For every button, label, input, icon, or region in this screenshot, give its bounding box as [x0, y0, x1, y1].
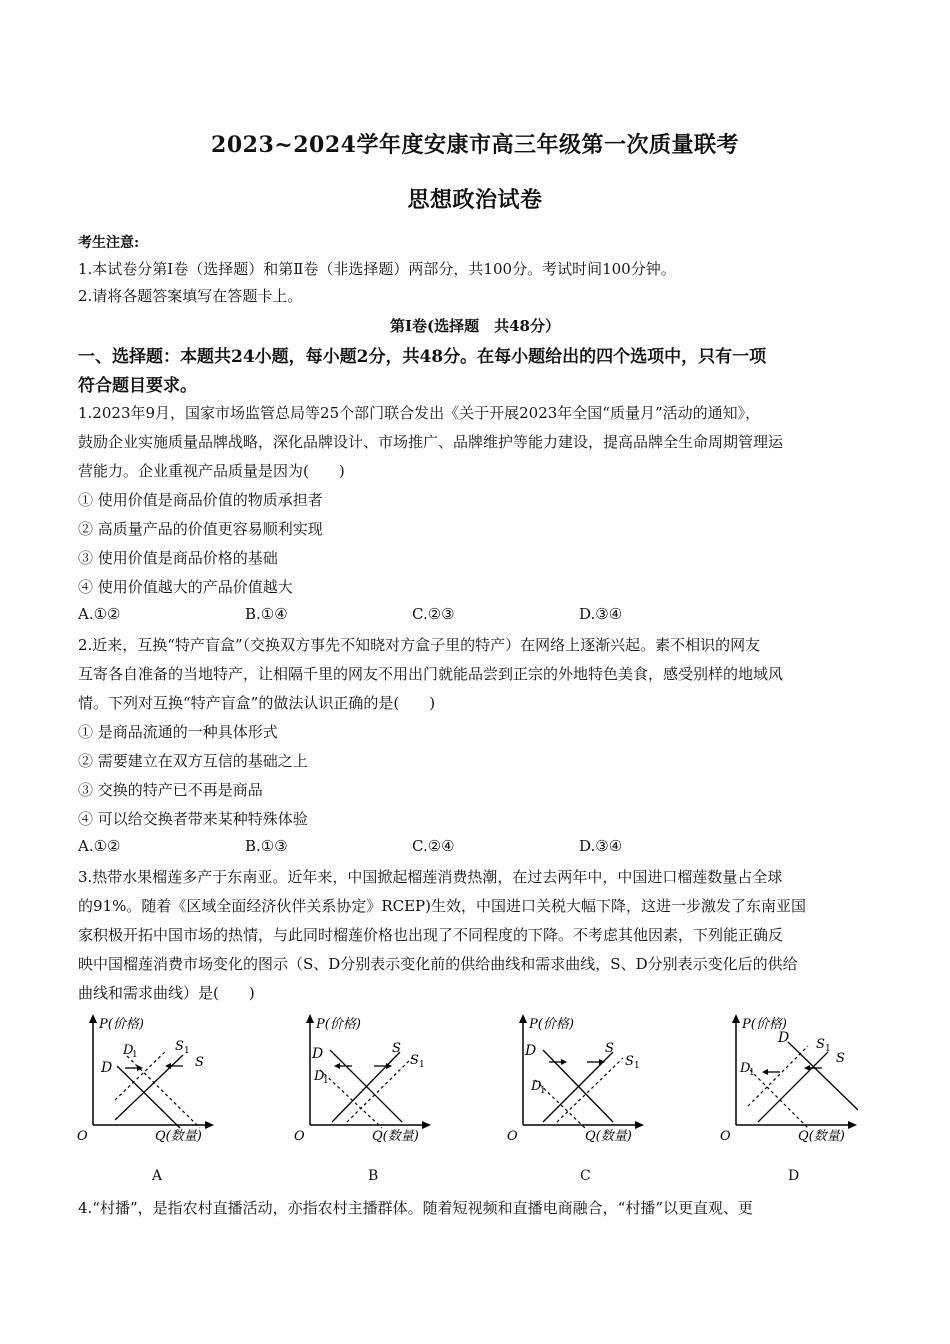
label-s1-sub: 1 [825, 1044, 831, 1054]
notice-item-2: 2.请将各题答案填写在答题卡上。 [78, 287, 303, 305]
q1-statement-1: ① 使用价值是商品价值的物质承担者 [78, 491, 323, 509]
q2-option-c: C.②④ [412, 837, 455, 855]
part1-instruction-line1: 一、选择题：本题共24小题，每小题2分，共48分。在每小题给出的四个选项中，只有一项 [78, 347, 767, 367]
label-d: D [525, 1043, 537, 1059]
q3-line-5: 曲线和需求曲线）是( ) [78, 984, 255, 1002]
q4-line-1: 4.“村播”，是指农村直播活动，亦指农村主播群体。随着短视频和直播电商融合，“村播”以更直观、更 [78, 1199, 753, 1217]
q2-option-a: A.①② [78, 837, 121, 855]
q1-statement-4: ④ 使用价值越大的产品价值越大 [78, 578, 293, 596]
q2-option-b: B.①③ [245, 837, 288, 855]
x-axis-label: Q(数量) [585, 1129, 632, 1144]
q1-statement-3: ③ 使用价值是商品价格的基础 [78, 549, 278, 567]
q1-statement-2: ② 高质量产品的价值更容易顺利实现 [78, 520, 323, 538]
label-s: S [605, 1041, 614, 1056]
label-d1-sub: 1 [132, 1050, 138, 1060]
label-s1: S [625, 1054, 634, 1069]
label-d: D [778, 1030, 790, 1046]
q3-option-c: C [580, 1168, 591, 1184]
label-d1-sub: 1 [749, 1068, 755, 1078]
q1-line-2: 鼓励企业实施质量品牌战略，深化品牌设计、市场推广、品牌维护等能力建设，提高品牌全生命周期管理运 [78, 433, 784, 451]
q1-line-3: 营能力。企业重视产品质量是因为( ) [78, 462, 345, 480]
q1-option-a: A.①② [78, 605, 121, 623]
x-axis-label: Q(数量) [155, 1129, 202, 1144]
label-s1: S [816, 1037, 825, 1052]
q2-line-3: 情。下列对互换“特产盲盒”的做法认识正确的是( ) [78, 694, 436, 712]
q3-graph-c [505, 1010, 715, 1145]
label-d1-sub: 1 [540, 1086, 546, 1096]
label-s: S [195, 1055, 204, 1070]
x-axis-label: Q(数量) [798, 1129, 845, 1144]
notice-item-1: 1.本试卷分第Ⅰ卷（选择题）和第Ⅱ卷（非选择题）两部分，共100分。考试时间100分钟。 [78, 260, 676, 278]
part1-instruction-line2: 符合题目要求。 [78, 376, 197, 396]
label-d1: D [531, 1079, 542, 1094]
label-s1-sub: 1 [184, 1046, 190, 1056]
q3-line-4: 映中国榴莲消费市场变化的图示（S、D分别表示变化前的供给曲线和需求曲线，S、D分别表示变化后的供给 [78, 955, 798, 973]
exam-subtitle: 思想政治试卷 [407, 187, 543, 213]
q2-statement-2: ② 需要建立在双方互信的基础之上 [78, 752, 308, 770]
q1-line-1: 1.2023年9月，国家市场监管总局等25个部门联合发出《关于开展2023年全国“质量月”活动的通知》， [78, 404, 761, 422]
origin-label: O [294, 1129, 305, 1144]
q1-option-b: B.①④ [245, 605, 288, 623]
q3-option-b: B [368, 1168, 379, 1184]
y-axis-label: P(价格) [529, 1017, 574, 1032]
q3-line-2: 的91%。随着《区域全面经济伙伴关系协定》RCEP)生效，中国进口关税大幅下降，这进一步激发了东南亚国 [78, 897, 807, 915]
y-axis-label: P(价格) [316, 1017, 361, 1032]
q2-statement-4: ④ 可以给交换者带来某种特殊体验 [78, 810, 308, 828]
q3-line-3: 家积极开拓中国市场的热情，与此同时榴莲价格也出现了不同程度的下降。不考虑其他因素，下列能正确反 [78, 926, 784, 944]
label-s: S [836, 1051, 845, 1066]
q2-option-d: D.③④ [579, 837, 623, 855]
q2-line-1: 2.近来，互换“特产盲盒”（交换双方事先不知晓对方盒子里的特产）在网络上逐渐兴起。素不相识的网友 [78, 636, 761, 654]
q2-line-2: 互寄各自准备的当地特产，让相隔千里的网友不用出门就能品尝到正宗的外地特色美食，感受别样的地域风 [78, 665, 784, 683]
notice-heading: 考生注意: [78, 235, 140, 251]
q2-statement-3: ③ 交换的特产已不再是商品 [78, 781, 263, 799]
origin-label: O [720, 1129, 731, 1144]
label-d1: D [740, 1061, 751, 1076]
label-s1: S [410, 1053, 419, 1068]
part1-heading: 第Ⅰ卷(选择题 共48分） [390, 317, 560, 335]
exam-title: 2023~2024学年度安康市高三年级第一次质量联考 [211, 132, 739, 158]
y-axis-label: P(价格) [742, 1017, 787, 1032]
label-s1-sub: 1 [419, 1060, 425, 1070]
label-d: D [312, 1046, 324, 1062]
x-axis-label: Q(数量) [372, 1129, 419, 1144]
q3-option-d: D [788, 1168, 800, 1184]
q3-graph-a [75, 1010, 285, 1145]
q3-graph-d [718, 1010, 928, 1145]
q3-graph-b [292, 1010, 502, 1145]
origin-label: O [507, 1129, 518, 1144]
q1-option-d: D.③④ [579, 605, 623, 623]
y-axis-label: P(价格) [99, 1017, 144, 1032]
label-d1-sub: 1 [323, 1076, 329, 1086]
label-d1: D [314, 1069, 325, 1084]
label-d1: D [123, 1043, 134, 1058]
label-s1: S [175, 1039, 184, 1054]
q2-statement-1: ① 是商品流通的一种具体形式 [78, 723, 278, 741]
label-d: D [101, 1060, 113, 1076]
q3-line-1: 3.热带水果榴莲多产于东南亚。近年来，中国掀起榴莲消费热潮，在过去两年中，中国进口榴莲数量占全球 [78, 868, 783, 886]
q3-option-a: A [152, 1168, 163, 1184]
q1-option-c: C.②③ [412, 605, 455, 623]
origin-label: O [77, 1129, 88, 1144]
label-s1-sub: 1 [634, 1061, 640, 1071]
label-s: S [392, 1041, 401, 1056]
